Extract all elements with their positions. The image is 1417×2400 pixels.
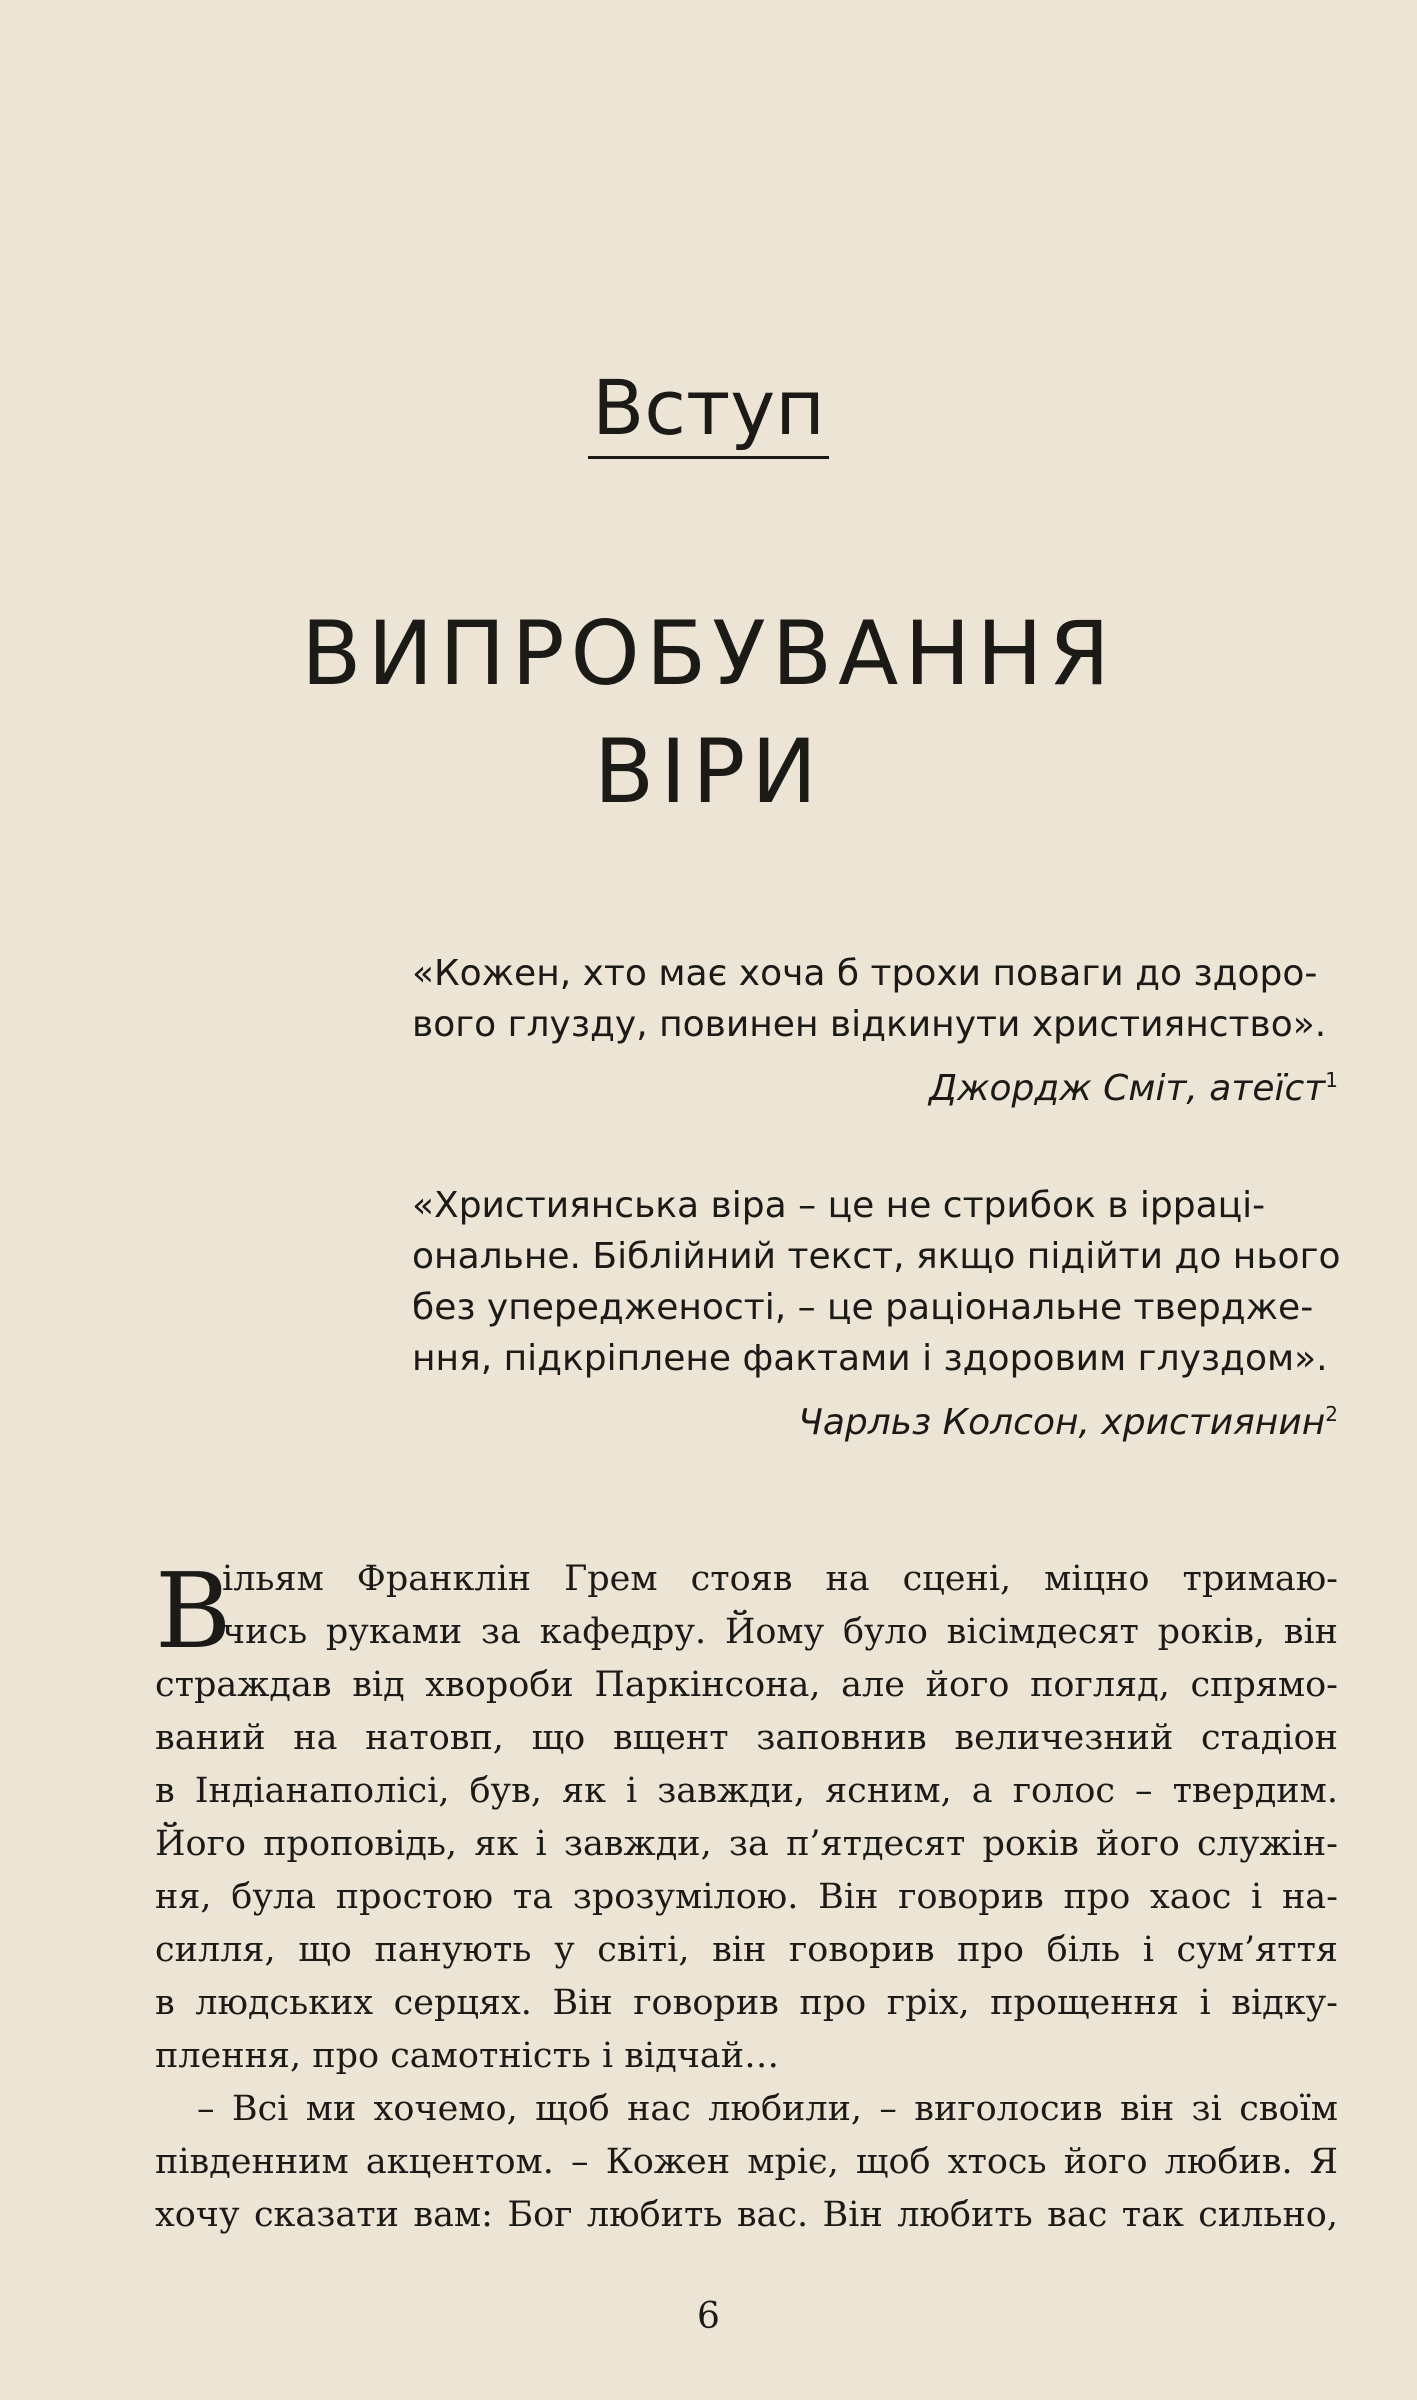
chapter-label: Вступ xyxy=(0,358,1417,458)
text-line: ільям Франклін Грем стояв на сцені, міцно тримаю- xyxy=(222,1559,1338,1599)
epigraph-author: Чарльз Колсон, християнин$^2$ xyxy=(798,1402,1338,1443)
text-line: Його проповідь, як і завжди, за п’ятдесят років його служін- xyxy=(155,1824,1338,1864)
epigraph-quote: «Кожен, хто має хоча б трохи поваги до здоро- вого глузду, повинен відкинути християнство». xyxy=(412,953,1327,1045)
text-line: південним акцентом. – Кожен мріє, щоб хтось його любив. Я xyxy=(155,2142,1338,2182)
body-text xyxy=(155,1550,1338,2242)
text-line: страждав від хвороби Паркінсона, але його погляд, спрямо- xyxy=(155,1665,1338,1705)
footnote-ref: 2 xyxy=(1325,1402,1338,1426)
chapter-title xyxy=(0,595,1417,831)
text-line: в Індіанаполісі, був, як і завжди, ясним, а голос – твердим. xyxy=(155,1771,1338,1811)
epigraph-colson xyxy=(412,1180,1341,1444)
epigraph-smith xyxy=(412,948,1338,1110)
text-line: чись руками за кафедру. Йому було вісімдесят років, він xyxy=(222,1612,1338,1652)
page-number: 6 xyxy=(697,2296,720,2337)
text-line: ня, була простою та зрозумілою. Він говорив про хаос і на- xyxy=(155,1877,1338,1917)
first-paragraph xyxy=(155,1550,1338,2083)
footnote-ref: 1 xyxy=(1325,1068,1338,1092)
epigraph-author: Джордж Сміт, атеїст$^1$ xyxy=(928,1068,1338,1109)
text-line: ваний на натовп, що вщент заповнив величезний стадіон xyxy=(155,1718,1338,1758)
text-line: плення, про самотність і відчай… xyxy=(155,2036,780,2076)
chapter-title-line: ВІРИ xyxy=(593,720,824,823)
second-paragraph xyxy=(155,2083,1338,2242)
epigraph-quote: «Християнська віра – це не стрибок в ірраці- ональне. Біблійний текст, якщо підійти до нього без упередженості, – це раціональне твердже- ння, підкріплене фактами і здоровим глуздом». xyxy=(412,1185,1341,1379)
drop-cap: В xyxy=(155,1550,232,1672)
text-line: силля, що панують у світі, він говорив про біль і сум’яття xyxy=(155,1930,1338,1970)
text-line: хочу сказати вам: Бог любить вас. Він любить вас так сильно, xyxy=(155,2195,1338,2235)
chapter-title-line: ВИПРОБУВАННЯ xyxy=(301,602,1116,705)
text-line: в людських серцях. Він говорив про гріх, прощення і відку- xyxy=(155,1983,1338,2023)
text-line: – Всі ми хочемо, щоб нас любили, – виголосив він зі своїм xyxy=(197,2089,1338,2129)
